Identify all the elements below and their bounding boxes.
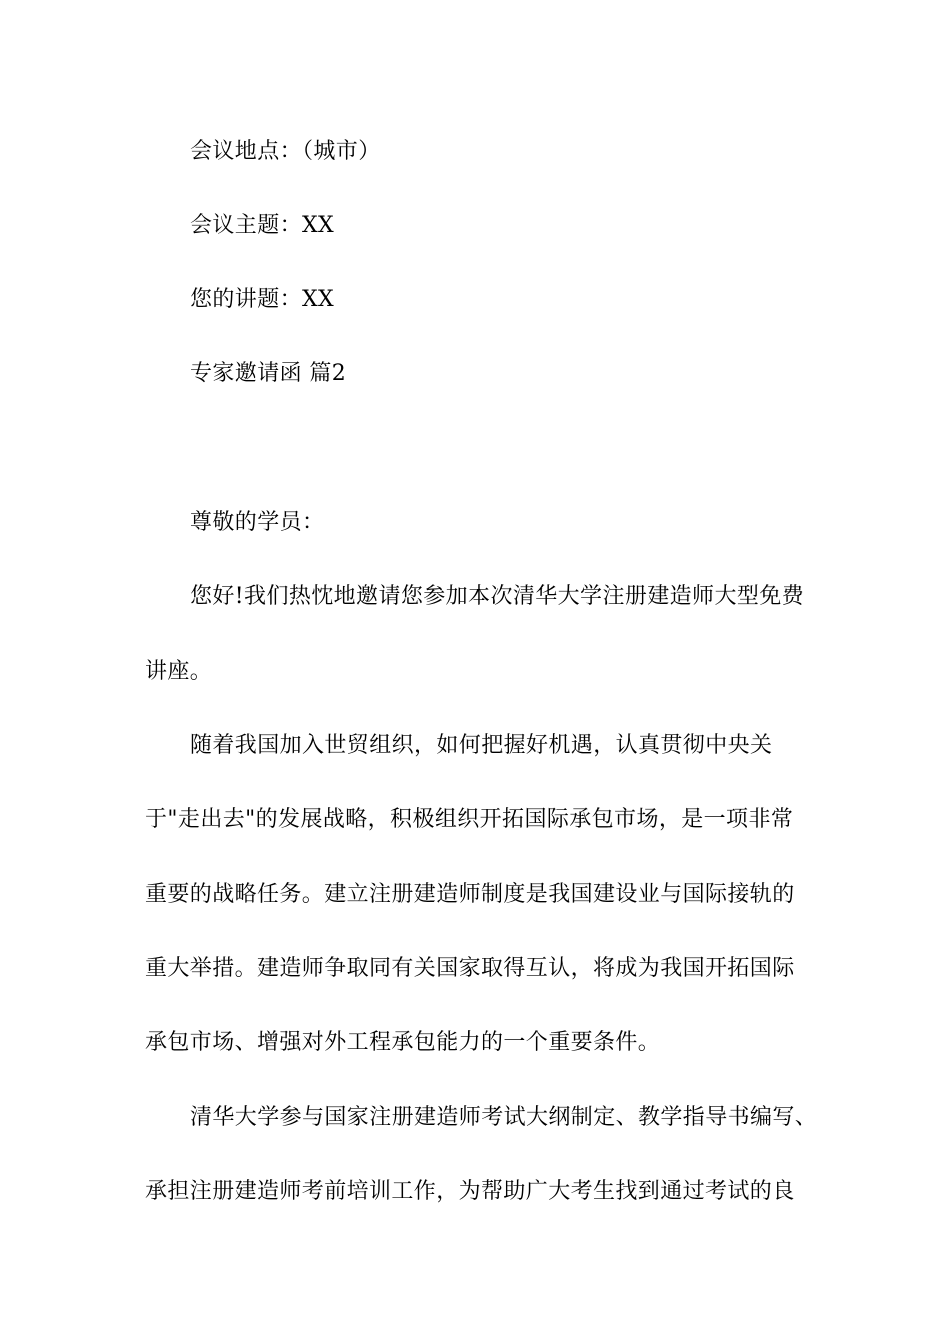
paragraph-line: 随着我国加入世贸组织，如何把握好机遇，认真贯彻中央关 bbox=[190, 733, 773, 758]
paragraph-line: 您好!我们热忱地邀请您参加本次清华大学注册建造师大型免费 bbox=[190, 584, 805, 609]
paragraph-line: 重要的战略任务。建立注册建造师制度是我国建设业与国际接轨的 bbox=[145, 882, 795, 907]
section-heading: 专家邀请函 篇2 bbox=[190, 361, 347, 386]
paragraph-line: 承担注册建造师考前培训工作，为帮助广大考生找到通过考试的良 bbox=[145, 1179, 795, 1204]
your-topic: 您的讲题：XX bbox=[190, 287, 335, 312]
meeting-location: 会议地点：（城市） bbox=[190, 139, 381, 164]
paragraph-line: 承包市场、增强对外工程承包能力的一个重要条件。 bbox=[145, 1030, 661, 1055]
meeting-theme: 会议主题：XX bbox=[190, 213, 335, 238]
paragraph-line: 清华大学参与国家注册建造师考试大纲制定、教学指导书编写、 bbox=[190, 1105, 818, 1130]
salutation: 尊敬的学员： bbox=[190, 510, 325, 535]
paragraph-line: 讲座。 bbox=[145, 659, 213, 684]
paragraph-line: 重大举措。建造师争取同有关国家取得互认，将成为我国开拓国际 bbox=[145, 956, 795, 981]
paragraph-line: 于"走出去"的发展战略，积极组织开拓国际承包市场，是一项非常 bbox=[145, 807, 794, 832]
